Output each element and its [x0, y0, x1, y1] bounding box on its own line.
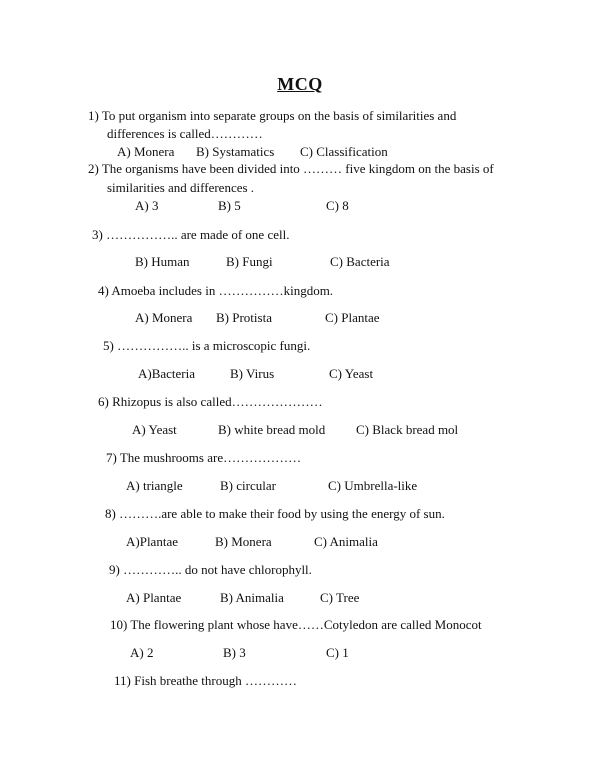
question-text-line: similarities and differences . — [107, 180, 255, 195]
option-c: C) Black bread mol — [356, 422, 459, 437]
option-c: C) Umbrella-like — [328, 478, 418, 493]
question-text-line: 1) To put organism into separate groups on the basis of similarities and — [88, 108, 457, 123]
question-text: 10) The flowering plant whose have……Cotyledon are called Monocot — [110, 617, 482, 632]
question-text: 9) ………….. do not have chlorophyll. — [109, 562, 312, 577]
page-title: MCQ — [277, 74, 323, 94]
option-b: B) white bread mold — [218, 422, 326, 437]
option-b: B) 3 — [223, 645, 246, 660]
option-a: B) Human — [135, 254, 190, 269]
option-a: A) 2 — [130, 645, 154, 660]
option-a: A) triangle — [126, 478, 183, 493]
question-text: 3) …………….. are made of one cell. — [92, 227, 290, 242]
option-b: B) circular — [220, 478, 276, 493]
option-c: C) Tree — [320, 590, 360, 605]
question-text: 6) Rhizopus is also called………………… — [98, 394, 323, 409]
option-b: B) Animalia — [220, 590, 284, 605]
option-a: A) Plantae — [126, 590, 182, 605]
option-c: C) 1 — [326, 645, 349, 660]
question-text: 8) ……….are able to make their food by using the energy of sun. — [105, 506, 445, 521]
option-c: C) Yeast — [329, 366, 374, 381]
option-b: B) Protista — [216, 310, 272, 325]
option-c: C) 8 — [326, 198, 349, 213]
question-text: 11) Fish breathe through ………… — [114, 673, 297, 688]
question-text: 4) Amoeba includes in ……………kingdom. — [98, 283, 334, 298]
option-c: C) Animalia — [314, 534, 378, 549]
question-text-line: 2) The organisms have been divided into ……… five kingdom on the basis of — [88, 161, 494, 176]
option-a: A) 3 — [135, 198, 159, 213]
option-a: A) Monera — [135, 310, 193, 325]
question-text-line: differences is called………… — [107, 126, 263, 141]
question-text: 5) …………….. is a microscopic fungi. — [103, 338, 311, 353]
question-text: 7) The mushrooms are……………… — [106, 450, 302, 465]
option-c: C) Classification — [300, 144, 388, 159]
option-a: A) Yeast — [132, 422, 177, 437]
option-b: B) 5 — [218, 198, 241, 213]
option-c: C) Bacteria — [330, 254, 390, 269]
option-a: A) Monera — [117, 144, 175, 159]
option-b: B) Virus — [230, 366, 275, 381]
option-a: A)Bacteria — [138, 366, 196, 381]
option-b: B) Systamatics — [196, 144, 275, 159]
option-a: A)Plantae — [126, 534, 178, 549]
option-b: B) Fungi — [226, 254, 273, 269]
option-c: C) Plantae — [325, 310, 380, 325]
option-b: B) Monera — [215, 534, 272, 549]
